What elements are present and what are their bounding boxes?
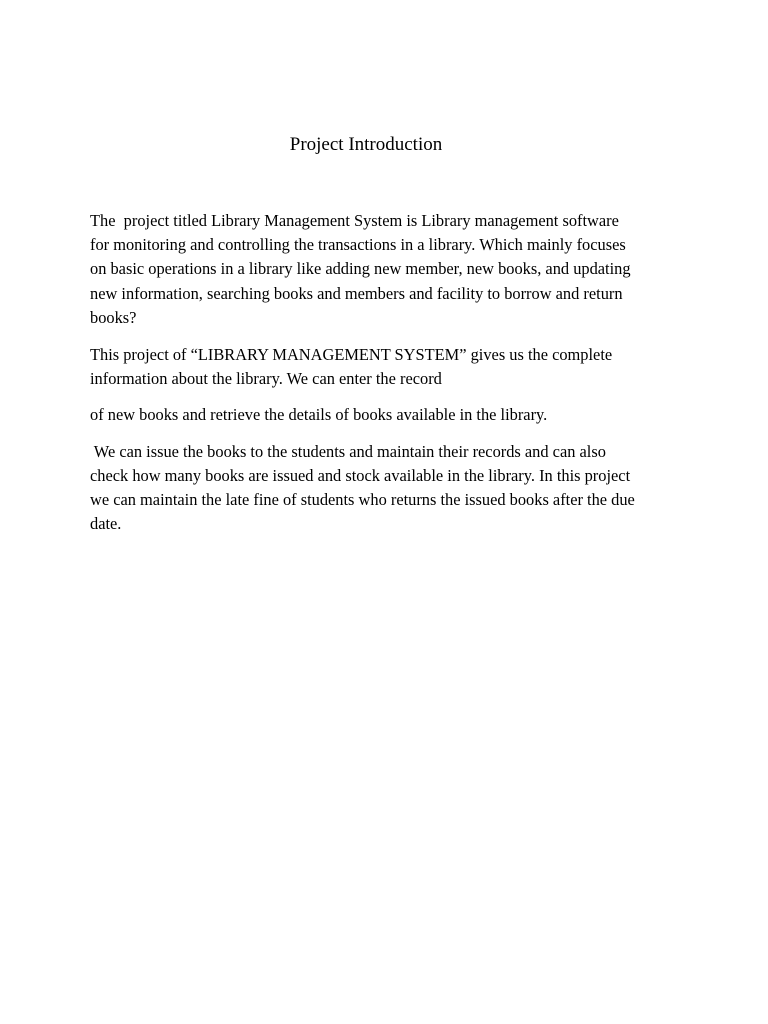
- text-line: new information, searching books and members and facility to borrow and return: [90, 284, 623, 303]
- text-line: books?: [90, 308, 137, 327]
- text-line: we can maintain the late fine of students who returns the issued books after the due: [90, 490, 635, 509]
- text-line: for monitoring and controlling the transactions in a library. Which mainly focuses: [90, 235, 626, 254]
- text-line: information about the library. We can enter the record: [90, 369, 442, 388]
- text-line: of new books and retrieve the details of books available in the library.: [90, 405, 548, 424]
- page-title: Project Introduction: [289, 134, 443, 155]
- text-line: The project titled Library Management System is Library management software: [90, 211, 619, 230]
- text-line: This project of “LIBRARY MANAGEMENT SYSTEM” gives us the complete: [90, 345, 613, 364]
- text-line: check how many books are issued and stock available in the library. In this project: [90, 466, 631, 485]
- text-line: We can issue the books to the students and maintain their records and can also: [90, 442, 606, 461]
- text-line: on basic operations in a library like adding new member, new books, and updating: [90, 259, 631, 278]
- text-line: date.: [90, 514, 122, 533]
